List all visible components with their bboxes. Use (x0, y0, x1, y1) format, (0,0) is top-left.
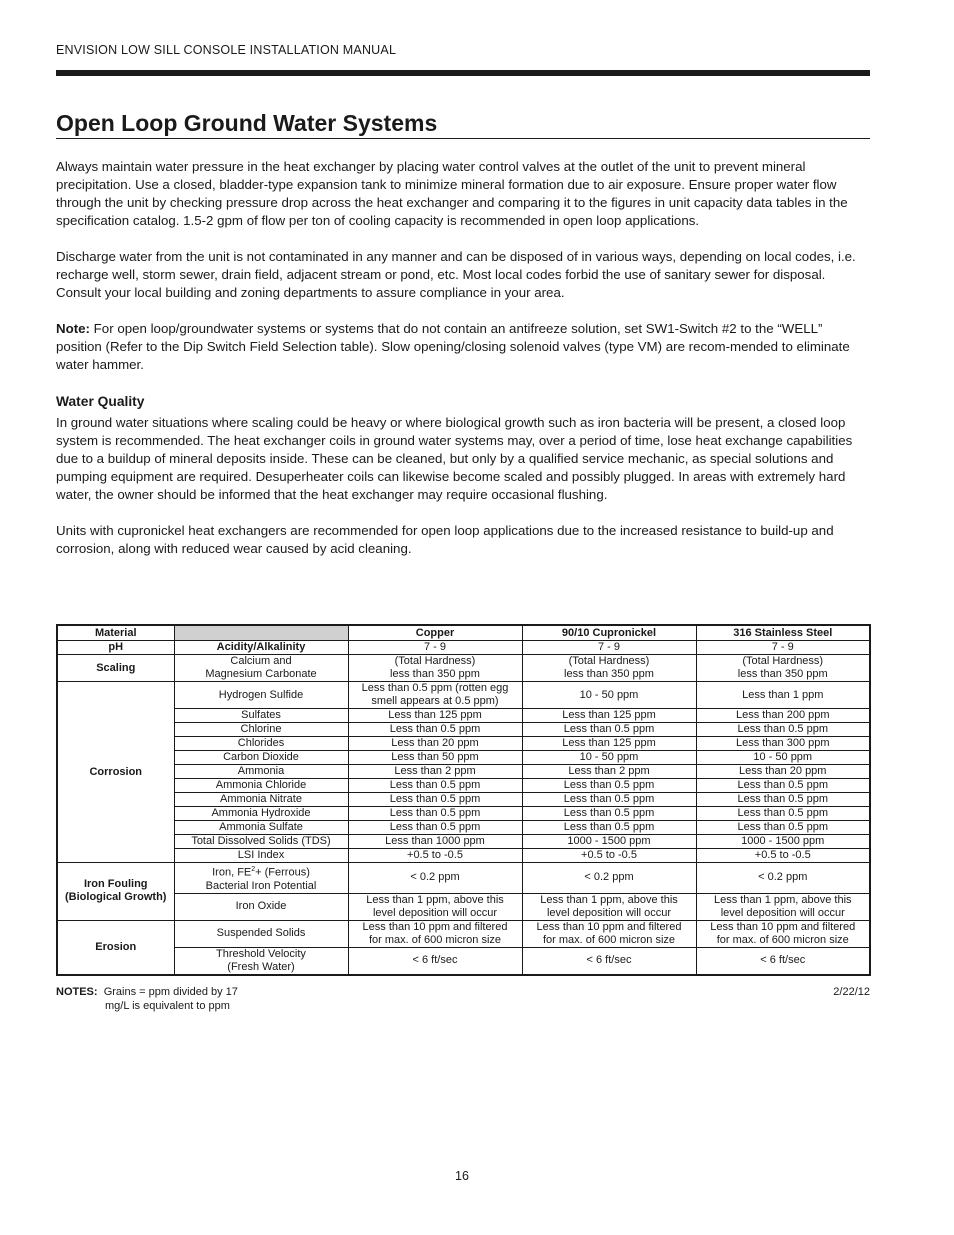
table-row (57, 821, 870, 835)
param-suspended-solids: Suspended Solids (174, 920, 348, 947)
group-ph: pH (57, 641, 174, 655)
table-row (57, 849, 870, 863)
table-header-row (57, 625, 870, 641)
cell-value: Less than 0.5 ppm (348, 793, 522, 807)
cell-value: (Total Hardness) less than 350 ppm (348, 655, 522, 682)
cell-param: Ammonia (174, 765, 348, 779)
table-row (57, 765, 870, 779)
cell-value: Less than 0.5 ppm (522, 821, 696, 835)
group-scaling: Scaling (57, 655, 174, 682)
cell-value: 10 - 50 ppm (522, 751, 696, 765)
table-row (57, 682, 870, 709)
cell-param: LSI Index (174, 849, 348, 863)
cell-value: Less than 125 ppm (522, 709, 696, 723)
notes-line-2: mg/L is equivalent to ppm (105, 1000, 230, 1012)
cell-param: Ammonia Nitrate (174, 793, 348, 807)
cell-value: Less than 50 ppm (348, 751, 522, 765)
cell-value: +0.5 to -0.5 (348, 849, 522, 863)
cell-value: Less than 0.5 ppm (696, 723, 870, 737)
table-row-threshold-velocity (57, 947, 870, 975)
table-row (57, 723, 870, 737)
paragraph-pressure: Always maintain water pressure in the heat exchanger by placing water control valves at the outlet of the unit to prevent mineral precipitation. Use a closed, bladder-type expansion tank to minimize mineral formation due to air exposure. Ensure proper water flow through the unit by checking pressure drop across the heat exchanger and comparing it to the figures in unit capacity data tables in the specification catalog. 1.5-2 gpm of flow per ton of cooling capacity is recommended in open loop applications. (56, 159, 848, 228)
param-calcium: Calcium and Magnesium Carbonate (174, 655, 348, 682)
cell-value: Less than 0.5 ppm (696, 779, 870, 793)
paragraph-water-quality: In ground water situations where scaling could be heavy or where biological growth such as iron bacteria will be present, a closed loop system is recommended. The heat exchanger coils in ground water systems may, over a period of time, lose heat exchange capabilities due to a buildup of mineral deposits inside. These can be cleaned, but only by a qualified service mechanic, as special solutions and pumping equipment are required. Desuperheater coils can likewise become scaled and possibly plugged. In areas with extremely hard water, the owner should be informed that the heat exchanger may require occasional flushing. (56, 415, 853, 502)
param-iron-oxide: Iron Oxide (174, 893, 348, 920)
revision-date: 2/22/12 (833, 986, 870, 998)
cell-value: Less than 0.5 ppm (348, 807, 522, 821)
cell-param: Hydrogen Sulfide (174, 682, 348, 709)
cell-value: Less than 0.5 ppm (522, 723, 696, 737)
group-iron-fouling: Iron Fouling (Biological Growth) (57, 863, 174, 921)
table-row (57, 779, 870, 793)
page-title: Open Loop Ground Water Systems (56, 108, 870, 139)
cell-value: < 6 ft/sec (522, 947, 696, 975)
cell-value: Less than 0.5 ppm (rotten egg smell appears at 0.5 ppm) (348, 682, 522, 709)
cell-value: Less than 0.5 ppm (696, 807, 870, 821)
cell-value: Less than 10 ppm and filtered for max. of 600 micron size (696, 920, 870, 947)
cell-value: 1000 - 1500 ppm (696, 835, 870, 849)
cell-value: Less than 0.5 ppm (348, 723, 522, 737)
note-label: Note: (56, 321, 90, 336)
cell-value: Less than 10 ppm and filtered for max. of 600 micron size (522, 920, 696, 947)
cell-value: < 0.2 ppm (696, 863, 870, 894)
document-header: ENVISION LOW SILL CONSOLE INSTALLATION MANUAL (56, 43, 397, 57)
cell-value: 10 - 50 ppm (696, 751, 870, 765)
table-row-ph (57, 641, 870, 655)
paragraph-note (56, 320, 870, 374)
cell-param: Carbon Dioxide (174, 751, 348, 765)
table-row-iron-fe (57, 863, 870, 894)
cell-param: Total Dissolved Solids (TDS) (174, 835, 348, 849)
col-material: Material (57, 625, 174, 641)
water-quality-heading: Water Quality (56, 394, 145, 409)
table-row (57, 807, 870, 821)
cell-value: 1000 - 1500 ppm (522, 835, 696, 849)
col-stainless: 316 Stainless Steel (696, 625, 870, 641)
cell-param: Chlorine (174, 723, 348, 737)
cell-value: Less than 300 ppm (696, 737, 870, 751)
cell-value: < 6 ft/sec (696, 947, 870, 975)
table-row (57, 835, 870, 849)
cell-value: (Total Hardness) less than 350 ppm (696, 655, 870, 682)
table-row-suspended-solids (57, 920, 870, 947)
cell-value: +0.5 to -0.5 (522, 849, 696, 863)
cell-value: 7 - 9 (348, 641, 522, 655)
cell-param: Ammonia Sulfate (174, 821, 348, 835)
param-iron-fe: Iron, $FE^2+$ (Ferrous) Bacterial Iron Potential (174, 863, 348, 894)
water-quality-table (56, 624, 871, 976)
group-erosion: Erosion (57, 920, 174, 975)
cell-value: Less than 125 ppm (348, 709, 522, 723)
table-row (57, 737, 870, 751)
cell-param: Chlorides (174, 737, 348, 751)
cell-value: Less than 2 ppm (348, 765, 522, 779)
table-notes (56, 985, 870, 1013)
note-text: For open loop/groundwater systems or systems that do not contain an antifreeze solution, set SW1-Switch #2 to the “WELL” position (Refer to the Dip Switch Field Selection table). Slow opening/closing solenoid valves (type VM) are recom-mended to eliminate water hammer. (56, 321, 850, 372)
cell-value: Less than 20 ppm (696, 765, 870, 779)
cell-value: Less than 0.5 ppm (522, 793, 696, 807)
group-corrosion: Corrosion (57, 682, 174, 863)
cell-value: 10 - 50 ppm (522, 682, 696, 709)
cell-param: Ammonia Chloride (174, 779, 348, 793)
cell-value: Less than 20 ppm (348, 737, 522, 751)
table-row-scaling (57, 655, 870, 682)
cell-value: Less than 200 ppm (696, 709, 870, 723)
table-row (57, 709, 870, 723)
cell-value: Less than 1 ppm, above this level deposition will occur (696, 893, 870, 920)
cell-value: Less than 125 ppm (522, 737, 696, 751)
cell-value: Less than 1 ppm, above this level deposition will occur (522, 893, 696, 920)
cell-value: +0.5 to -0.5 (696, 849, 870, 863)
cell-value: < 6 ft/sec (348, 947, 522, 975)
cell-value: Less than 0.5 ppm (696, 821, 870, 835)
col-parameter (174, 625, 348, 641)
cell-value: Less than 0.5 ppm (348, 779, 522, 793)
col-cupronickel: 90/10 Cupronickel (522, 625, 696, 641)
cell-param: Sulfates (174, 709, 348, 723)
table-row (57, 751, 870, 765)
cell-value: (Total Hardness) less than 350 ppm (522, 655, 696, 682)
header-rule (56, 70, 870, 76)
cell-value: Less than 1 ppm (696, 682, 870, 709)
cell-value: Less than 0.5 ppm (522, 779, 696, 793)
col-copper: Copper (348, 625, 522, 641)
cell-value: < 0.2 ppm (348, 863, 522, 894)
paragraph-cupronickel: Units with cupronickel heat exchangers are recommended for open loop applications due to the increased resistance to build-up and corrosion, along with reduced wear caused by acid cleaning. (56, 523, 834, 556)
cell-value: Less than 0.5 ppm (522, 807, 696, 821)
cell-value: Less than 0.5 ppm (696, 793, 870, 807)
paragraph-discharge: Discharge water from the unit is not contaminated in any manner and can be disposed of in various ways, depending on local codes, i.e. recharge well, storm sewer, drain field, adjacent stream or pond, etc. Most local codes forbid the use of sanitary sewer for disposal. Consult your local building and zoning departments to assure compliance in your area. (56, 249, 856, 300)
param-threshold-velocity: Threshold Velocity (Fresh Water) (174, 947, 348, 975)
cell-value: Less than 10 ppm and filtered for max. of 600 micron size (348, 920, 522, 947)
notes-line-1: Grains = ppm divided by 17 (103, 986, 238, 998)
page-number: 16 (455, 1169, 469, 1183)
cell-param: Ammonia Hydroxide (174, 807, 348, 821)
cell-value: 7 - 9 (522, 641, 696, 655)
cell-value: 7 - 9 (696, 641, 870, 655)
table-row-iron-oxide (57, 893, 870, 920)
param-acidity: Acidity/Alkalinity (174, 641, 348, 655)
cell-value: Less than 2 ppm (522, 765, 696, 779)
cell-value: < 0.2 ppm (522, 863, 696, 894)
cell-value: Less than 1 ppm, above this level deposition will occur (348, 893, 522, 920)
body-content (56, 158, 870, 576)
cell-value: Less than 1000 ppm (348, 835, 522, 849)
cell-value: Less than 0.5 ppm (348, 821, 522, 835)
table-row (57, 793, 870, 807)
notes-label: NOTES: (56, 986, 98, 998)
